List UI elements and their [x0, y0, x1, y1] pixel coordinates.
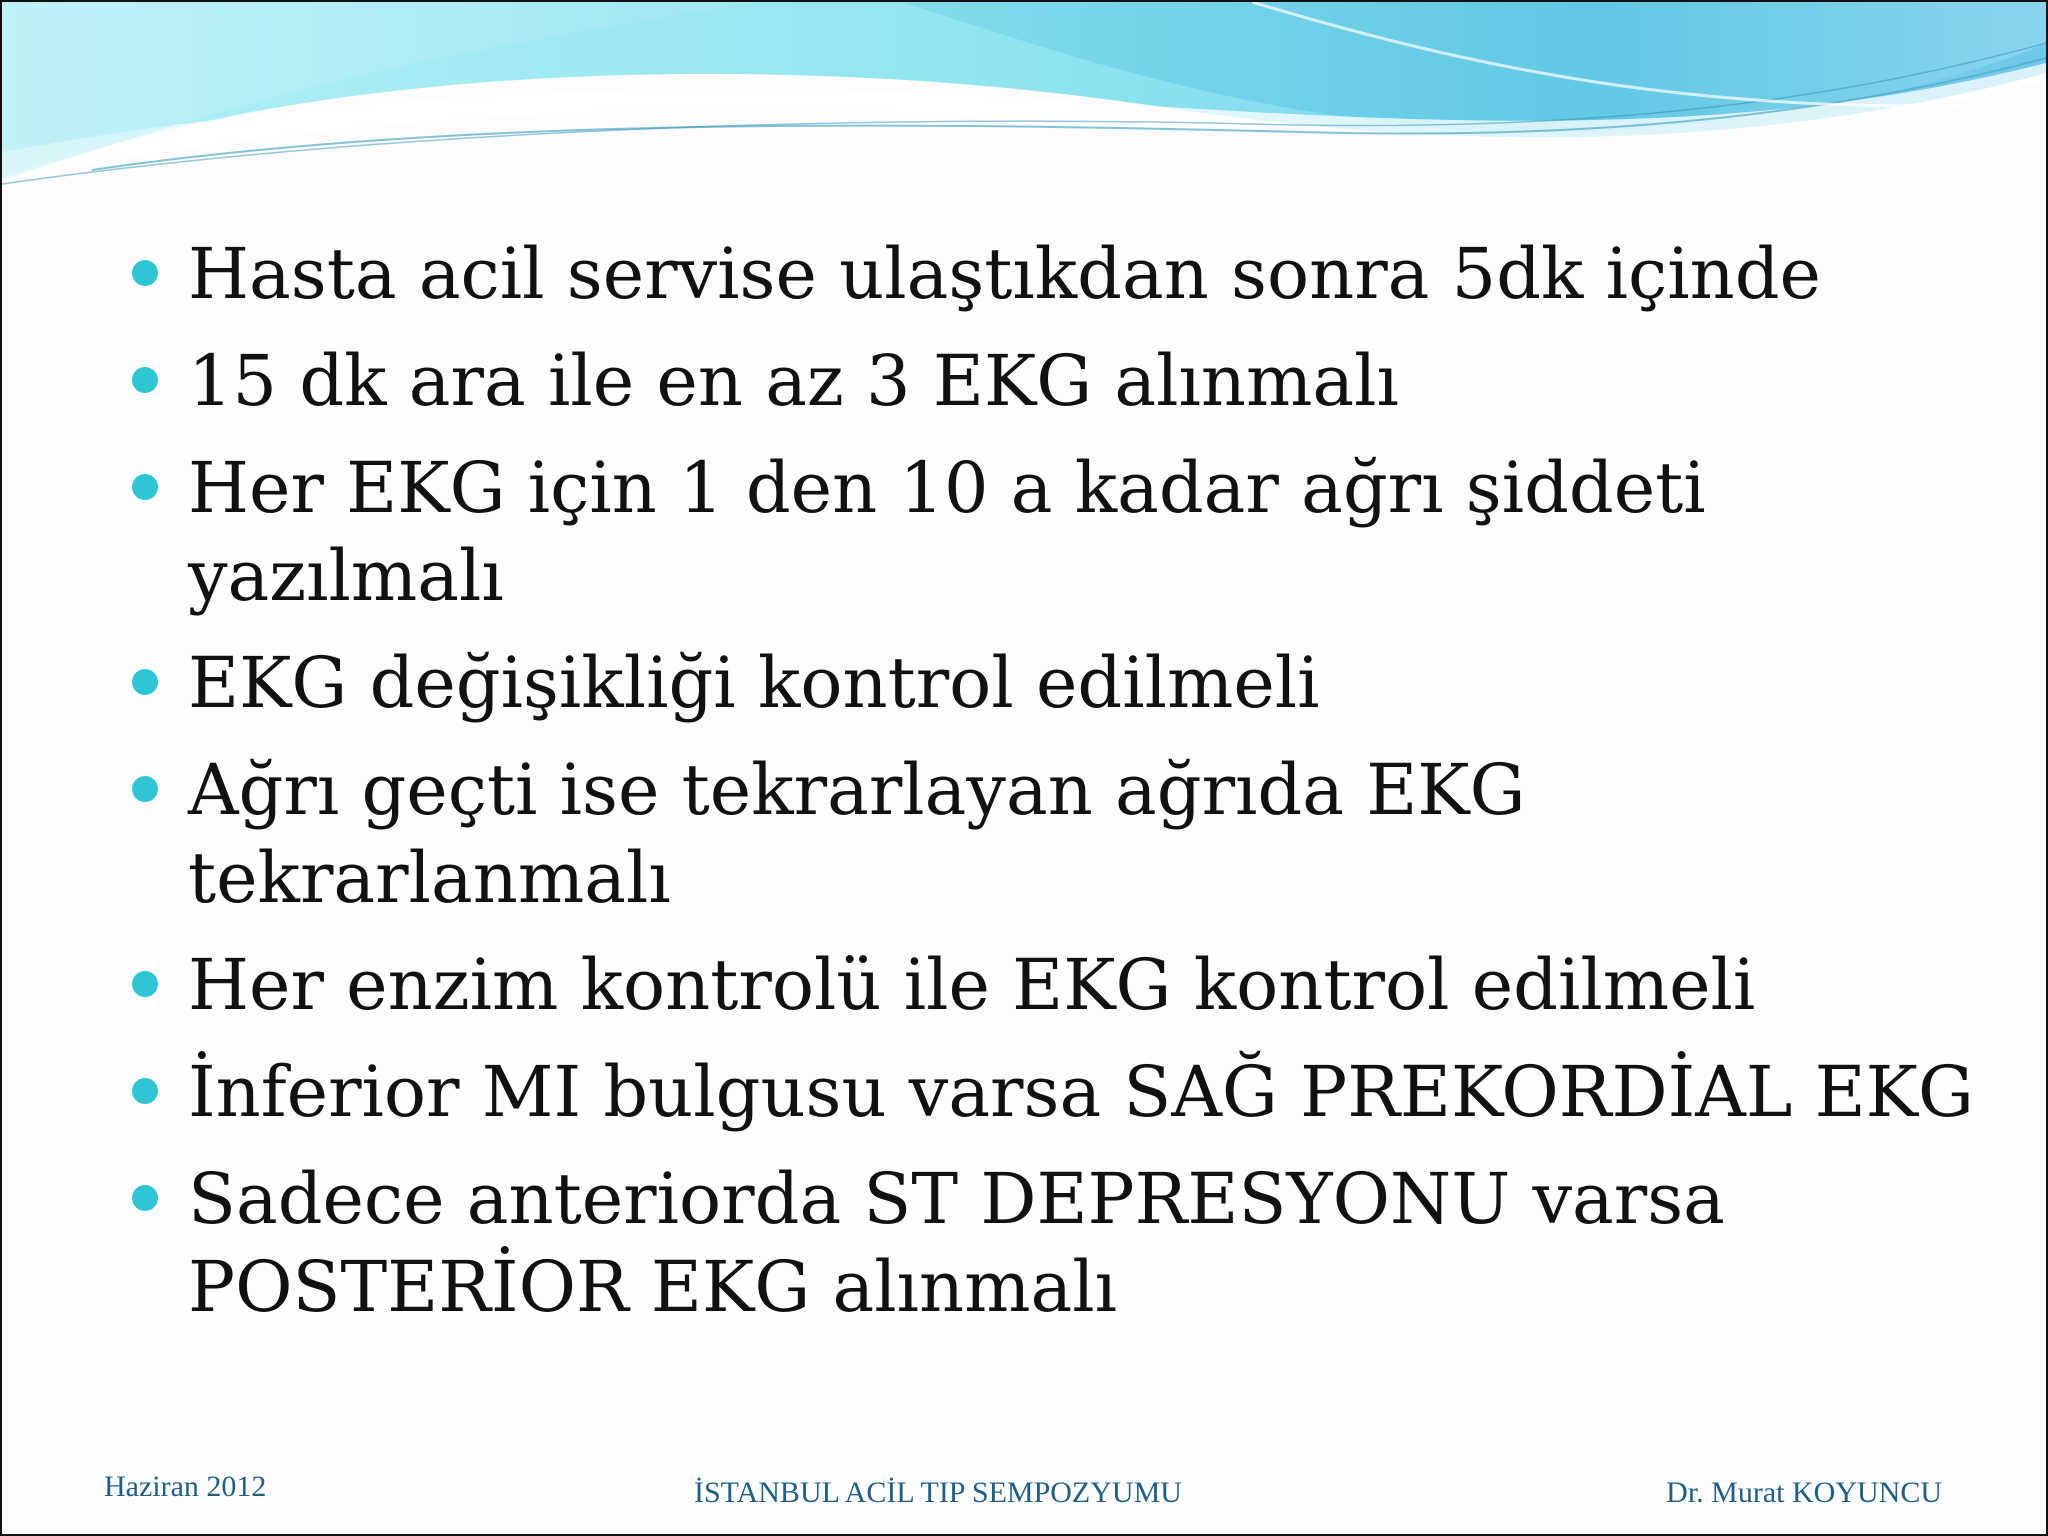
bullet-item [130, 746, 1990, 922]
bullet-dot-icon [132, 669, 158, 695]
bullet-item [130, 941, 1990, 1029]
bullet-item [130, 337, 1990, 425]
bullet-text: Hasta acil servise ulaştıkdan sonra 5dk içinde [188, 233, 1821, 315]
bullet-dot-icon [132, 1185, 158, 1211]
header-wave-decoration [2, 2, 2048, 242]
bullet-text: Ağrı geçti ise tekrarlayan ağrıda EKG tekrarlanmalı [188, 749, 1526, 919]
bullet-list [130, 230, 1990, 1350]
bullet-dot-icon [132, 474, 158, 500]
bullet-text: Her EKG için 1 den 10 a kadar ağrı şiddeti yazılmalı [188, 447, 1706, 617]
bullet-dot-icon [132, 776, 158, 802]
bullet-text: İnferior MI bulgusu varsa SAĞ PREKORDİAL EKG [188, 1051, 1974, 1133]
footer-event-title: İSTANBUL ACİL TIP SEMPOZYUMU [694, 1476, 1182, 1509]
bullet-text: 15 dk ara ile en az 3 EKG alınmalı [188, 340, 1399, 422]
bullet-text: EKG değişikliği kontrol edilmeli [188, 642, 1320, 724]
bullet-dot-icon [132, 367, 158, 393]
bullet-dot-icon [132, 260, 158, 286]
footer-author: Dr. Murat KOYUNCU [1666, 1476, 1942, 1509]
bullet-text: Her enzim kontrolü ile EKG kontrol edilmeli [188, 944, 1756, 1026]
bullet-text: Sadece anteriorda ST DEPRESYONU varsa POSTERİOR EKG alınmalı [188, 1158, 1725, 1328]
bullet-dot-icon [132, 971, 158, 997]
bullet-dot-icon [132, 1078, 158, 1104]
bullet-item [130, 230, 1990, 318]
bullet-item [130, 639, 1990, 727]
footer-date: Haziran 2012 [104, 1470, 267, 1503]
bullet-item [130, 1155, 1990, 1331]
bullet-item [130, 444, 1990, 620]
bullet-item [130, 1048, 1990, 1136]
